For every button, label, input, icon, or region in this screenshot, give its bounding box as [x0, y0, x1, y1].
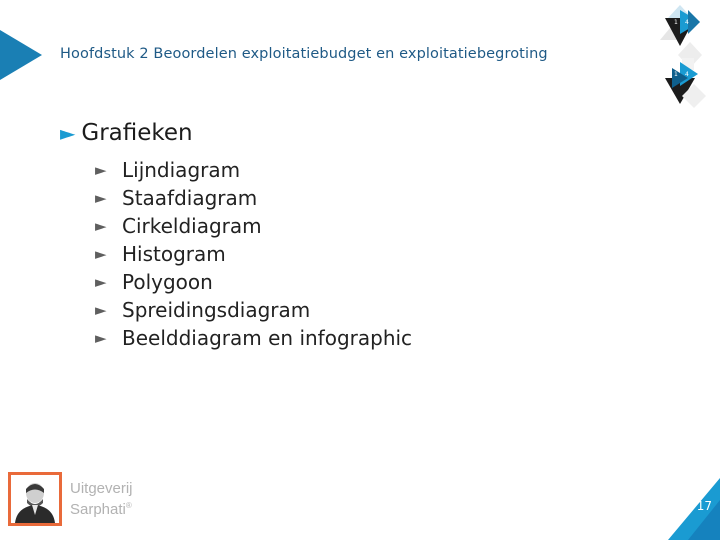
list-item-label: Lijndiagram: [122, 158, 241, 182]
list-item-label: Histogram: [122, 242, 226, 266]
tile-digit-4: 4: [685, 71, 689, 78]
portrait-icon: [8, 472, 62, 526]
chart-type-list: [95, 156, 412, 352]
tile-digit-1: 1: [674, 19, 678, 26]
list-item: [95, 212, 412, 240]
list-item-label: Spreidingsdiagram: [122, 298, 311, 322]
bullet-icon: ►: [95, 273, 107, 291]
corner-decoration: [660, 0, 720, 110]
publisher-name-line-2: Sarphati: [70, 501, 126, 518]
chapter-title: Hoofdstuk 2 Beoordelen exploitatiebudget en exploitatiebegroting: [60, 46, 548, 62]
bullet-icon: ►: [95, 161, 107, 179]
publisher-name: [70, 480, 133, 518]
section-heading: [60, 120, 193, 146]
bullet-icon: ►: [95, 301, 107, 319]
list-item-label: Beelddiagram en infographic: [122, 326, 413, 350]
publisher-name-line-1: Uitgeverij: [70, 480, 133, 497]
tile-digit-2: 4: [685, 19, 689, 26]
page-badge: [668, 478, 720, 540]
list-item-label: Cirkeldiagram: [122, 214, 262, 238]
tile-digit-3: 1: [674, 71, 678, 78]
bullet-icon: ►: [95, 189, 107, 207]
page-number: 17: [696, 499, 712, 513]
list-item: [95, 240, 412, 268]
left-blue-tab: [0, 30, 42, 80]
section-heading-text: Grafieken: [81, 120, 193, 146]
list-item: [95, 268, 412, 296]
list-item: [95, 156, 412, 184]
list-item-label: Staafdiagram: [122, 186, 258, 210]
bullet-icon: ►: [95, 329, 107, 347]
list-item: [95, 324, 412, 352]
list-item-label: Polygoon: [122, 270, 213, 294]
heading-bullet-icon: ►: [60, 121, 76, 145]
list-item: [95, 184, 412, 212]
list-item: [95, 296, 412, 324]
publisher-logo: [8, 472, 133, 526]
registered-mark: ®: [125, 501, 132, 510]
bullet-icon: ►: [95, 217, 107, 235]
bullet-icon: ►: [95, 245, 107, 263]
